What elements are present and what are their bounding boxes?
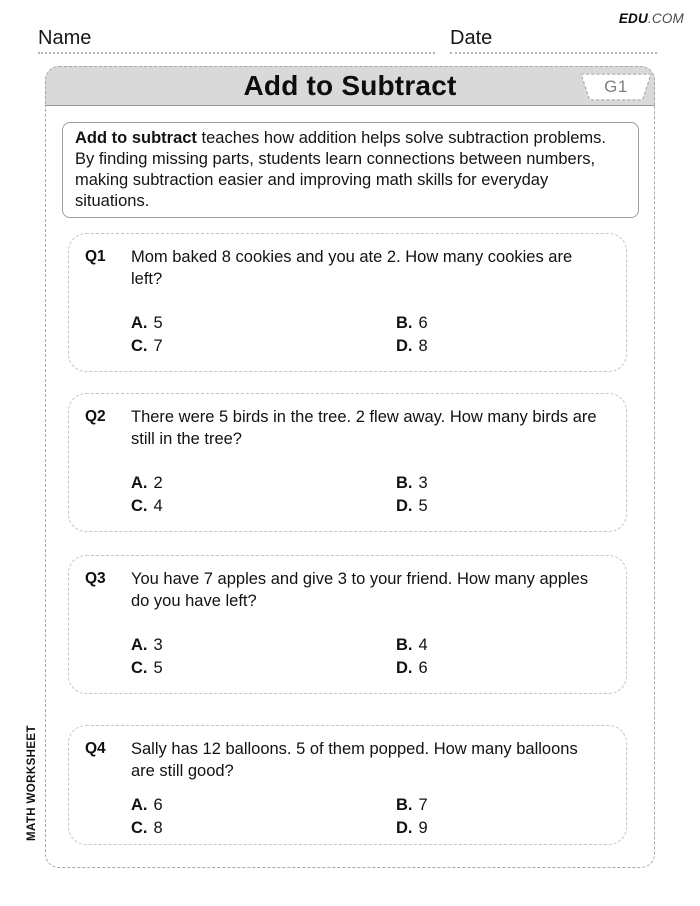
brand-logo-rest: .COM [647, 11, 684, 26]
option-value: 8 [418, 337, 428, 355]
option-letter: D. [396, 337, 413, 355]
option-value: 2 [153, 474, 163, 492]
option-value: 9 [418, 819, 428, 837]
option-d[interactable] [396, 819, 612, 838]
question-number: Q4 [85, 740, 106, 757]
option-letter: A. [131, 796, 148, 814]
option-letter: C. [131, 337, 148, 355]
option-value: 5 [418, 497, 428, 515]
brand-logo-bold: EDU [618, 11, 648, 26]
option-value: 7 [418, 796, 428, 814]
option-letter: A. [131, 474, 148, 492]
option-letter: B. [396, 474, 413, 492]
option-a[interactable] [131, 474, 396, 493]
option-c[interactable] [131, 659, 396, 678]
options-grid [131, 796, 612, 838]
option-value: 3 [418, 474, 428, 492]
option-letter: B. [396, 796, 413, 814]
option-value: 6 [418, 659, 428, 677]
name-field[interactable] [38, 27, 435, 54]
option-letter: A. [131, 636, 148, 654]
option-letter: D. [396, 659, 413, 677]
worksheet-card-header [45, 66, 655, 106]
name-label: Name [38, 27, 92, 49]
option-value: 5 [153, 314, 163, 332]
option-letter: B. [396, 314, 413, 332]
option-c[interactable] [131, 497, 396, 516]
date-label: Date [450, 27, 493, 49]
question-text: Sally has 12 balloons. 5 of them popped. How many balloons are still good? [131, 740, 578, 780]
question-card-q1 [68, 233, 627, 372]
option-b[interactable] [396, 636, 612, 655]
header-fields-row [38, 27, 657, 54]
date-field[interactable] [450, 27, 657, 54]
question-row [85, 246, 612, 290]
question-card-q2 [68, 393, 627, 532]
option-c[interactable] [131, 819, 396, 838]
option-value: 6 [418, 314, 428, 332]
question-number: Q2 [85, 408, 106, 425]
option-d[interactable] [396, 659, 612, 678]
option-value: 8 [153, 819, 163, 837]
option-letter: C. [131, 819, 148, 837]
option-d[interactable] [396, 337, 612, 356]
page-title: Add to Subtract [243, 70, 457, 101]
option-letter: D. [396, 819, 413, 837]
question-text: There were 5 birds in the tree. 2 flew away. How many birds are still in the tree? [131, 408, 597, 448]
brand-logo [619, 11, 684, 26]
option-d[interactable] [396, 497, 612, 516]
question-number: Q3 [85, 570, 106, 587]
intro-lead-text: Add to subtract [75, 129, 197, 147]
option-value: 7 [153, 337, 163, 355]
grade-badge [579, 73, 653, 101]
question-text: You have 7 apples and give 3 to your friend. How many apples do you have left? [131, 570, 589, 610]
option-b[interactable] [396, 314, 612, 333]
options-grid [131, 314, 612, 356]
option-value: 4 [418, 636, 428, 654]
option-letter: C. [131, 497, 148, 515]
option-letter: D. [396, 497, 413, 515]
question-number: Q1 [85, 248, 106, 265]
option-letter: A. [131, 314, 148, 332]
question-card-q4 [68, 725, 627, 845]
options-grid [131, 474, 612, 516]
worksheet-card-body [45, 106, 655, 868]
question-row [85, 406, 612, 450]
grade-badge-label: G1 [604, 77, 628, 96]
option-value: 6 [153, 796, 163, 814]
question-row [85, 738, 612, 782]
option-a[interactable] [131, 636, 396, 655]
option-value: 5 [153, 659, 163, 677]
worksheet-card [45, 66, 655, 868]
option-c[interactable] [131, 337, 396, 356]
option-a[interactable] [131, 314, 396, 333]
options-grid [131, 636, 612, 678]
option-letter: C. [131, 659, 148, 677]
intro-box [62, 122, 639, 218]
option-value: 4 [153, 497, 163, 515]
intro-body-text: teaches how addition helps solve subtraction problems. By finding missing parts, students learn connections between numbers, making subtraction easier and improving math skills for everyday situations. [75, 129, 606, 210]
option-b[interactable] [396, 796, 612, 815]
option-a[interactable] [131, 796, 396, 815]
question-row [85, 568, 612, 612]
side-label-math-worksheet: MATH WORKSHEET [26, 725, 38, 841]
question-text: Mom baked 8 cookies and you ate 2. How many cookies are left? [131, 248, 573, 288]
question-card-q3 [68, 555, 627, 694]
option-b[interactable] [396, 474, 612, 493]
option-value: 3 [153, 636, 163, 654]
option-letter: B. [396, 636, 413, 654]
